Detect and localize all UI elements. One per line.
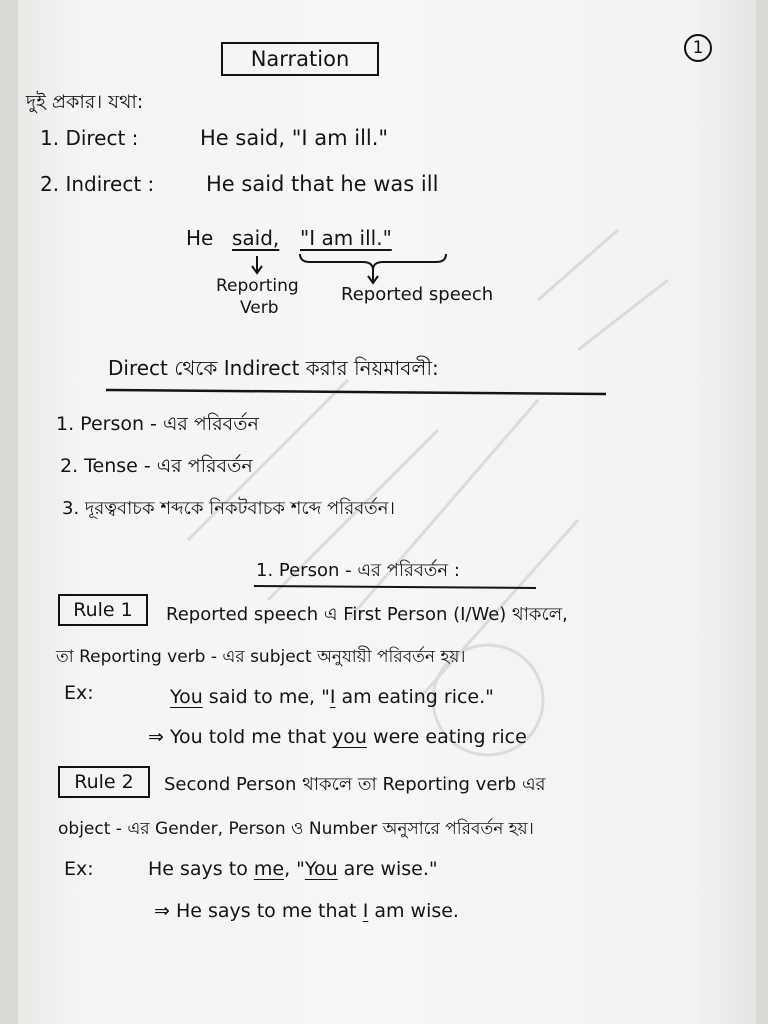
rule-1-ex-i: I (329, 686, 336, 708)
type-indirect-example: He said that he was ill (206, 172, 439, 196)
diagram-reporting-verb-line1: Reporting (216, 276, 299, 296)
rule-2-text-line1: Second Person থাকলে তা Reporting verb এর (164, 774, 546, 795)
rule-2-label: Rule 2 (58, 766, 150, 798)
intro-text: দুই প্রকার। যথা: (26, 91, 144, 113)
section-heading: Direct থেকে Indirect করার নিয়মাবলী: (108, 356, 439, 380)
diagram-reporting-verb-line2: Verb (240, 298, 279, 318)
type-indirect-label: 2. Indirect : (40, 172, 155, 196)
rule-2-ex-text-a: He says to (148, 858, 254, 880)
rule-1-ind-text-b: were eating rice (366, 726, 527, 748)
rule-2-example-direct (148, 858, 438, 880)
rule-1-text-line1: Reported speech এ First Person (I/We) থাকলে, (166, 604, 568, 625)
rule-2-ex-label: Ex: (64, 858, 94, 880)
rule-1-ex-text-a: said to me, " (202, 686, 330, 708)
rule-2-ex-text-b: , " (284, 858, 305, 880)
diagram-quote: "I am ill." (300, 226, 392, 250)
rule-2-example-indirect (154, 900, 459, 922)
rule-2-ind-i: I (362, 900, 369, 922)
type-direct-label: 1. Direct : (40, 126, 139, 150)
diagram-reported-speech: Reported speech (341, 284, 494, 305)
page-number: 1 (684, 34, 712, 62)
rule-2-ex-text-c: are wise." (337, 858, 438, 880)
rule-1-example-indirect (148, 726, 527, 748)
rules-list-item-1: 1. Person - এর পরিবর্তন (56, 413, 259, 435)
rule-2-ex-me: me (253, 858, 285, 880)
sub-heading: 1. Person - এর পরিবর্তন : (256, 560, 460, 581)
diagram-said: said, (232, 226, 280, 250)
page-title: Narration (221, 42, 379, 76)
diagram-he: He (186, 226, 214, 250)
rule-1-text-line2: তা Reporting verb - এর subject অনুযায়ী পরিবর্তন হয়। (56, 647, 466, 667)
rule-2-ind-text-b: am wise. (368, 900, 459, 922)
rule-2-ex-you: You (304, 858, 338, 880)
rule-1-ex-label: Ex: (64, 682, 94, 704)
rule-1-label: Rule 1 (58, 594, 148, 626)
rule-1-ind-you: you (332, 726, 367, 748)
rule-1-ex-you: You (170, 686, 203, 708)
rule-1-example-direct (170, 686, 494, 708)
rule-2-text-line2: object - এর Gender, Person ও Number অনুসারে পরিবর্তন হয়। (58, 819, 534, 839)
type-direct-example: He said, "I am ill." (200, 126, 389, 150)
sub-heading-underline (18, 0, 756, 600)
notebook-page (18, 0, 756, 1024)
rules-list-item-2: 2. Tense - এর পরিবর্তন (60, 455, 253, 477)
rule-1-ind-text-a: ⇒ You told me that (148, 726, 333, 748)
rule-1-ex-text-b: am eating rice." (335, 686, 494, 708)
rules-list-item-3: 3. দূরত্ববাচক শব্দকে নিকটবাচক শব্দে পরিবর্তন। (62, 498, 395, 519)
rule-2-ind-text-a: ⇒ He says to me that (154, 900, 363, 922)
